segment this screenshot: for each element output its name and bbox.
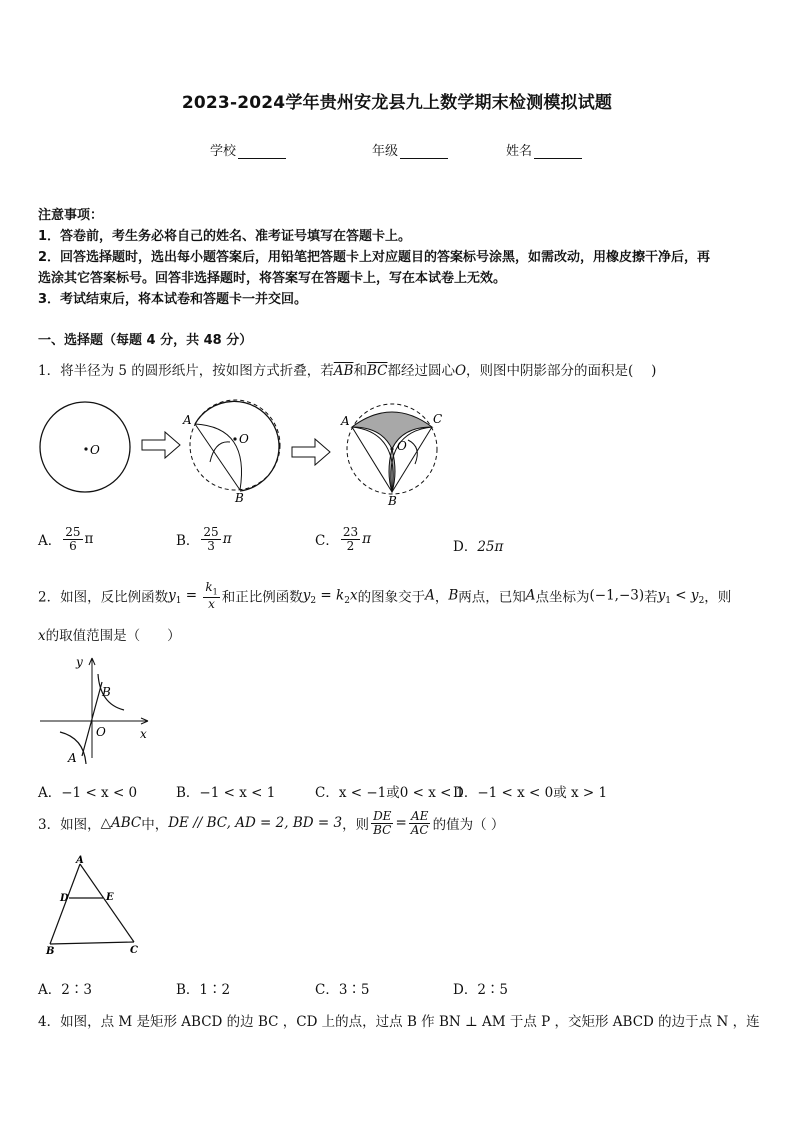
q1-option-c[interactable]: C． $\frac{23}{2}$ π: [315, 525, 371, 553]
notice-item-1: 1．答卷前，考生务必将自己的姓名、准考证号填写在答题卡上。: [38, 229, 412, 244]
label-a: A: [76, 855, 84, 866]
section-heading: 一、选择题（每题 4 分，共 48 分）: [38, 333, 253, 348]
label-a: A: [68, 751, 77, 765]
label-a-2: A: [183, 413, 192, 427]
label-o-3: O: [397, 439, 407, 453]
fold-arrow: [210, 442, 230, 462]
label-b-3: B: [388, 494, 397, 508]
grade-field[interactable]: [372, 140, 448, 159]
question-1-figure: [30, 392, 450, 510]
grade-label: 年级: [372, 144, 399, 159]
label-d: D: [60, 893, 69, 904]
label-o: O: [96, 725, 106, 739]
side-bc: [50, 942, 134, 944]
label-x: x: [140, 727, 147, 741]
arc-ab: $\overline{AB}$: [333, 363, 354, 379]
question-2-stem-line-2: x的取值范围是（ ）: [38, 628, 181, 644]
center-dot-3: [390, 447, 393, 450]
fold-arrow-3: [408, 440, 417, 464]
label-b: B: [102, 685, 111, 699]
q1-option-d[interactable]: D．25π: [453, 539, 504, 555]
notice-heading: 注意事项：: [38, 208, 104, 223]
fold-arc-2: [195, 401, 279, 491]
name-field[interactable]: [506, 140, 582, 159]
q1-option-b[interactable]: B． $\frac{25}{3}$ π: [176, 525, 232, 553]
q3-option-a[interactable]: A．2∶3: [38, 982, 92, 998]
notice-item-3: 3．考试结束后，将本试卷和答题卡一并交回。: [38, 292, 308, 307]
question-4-stem: 4．如图，点 M 是矩形 ABCD 的边 BC ，CD 上的点，过点 B 作 BN ⊥ AM 于点 P ，交矩形 ABCD 的边于点 N ，连: [38, 1014, 760, 1030]
chord-ab-2: [195, 424, 240, 490]
q2-option-d[interactable]: D．−1 < x < 0或 x > 1: [453, 785, 608, 801]
side-ac: [80, 864, 134, 942]
q3-option-c[interactable]: C．3∶5: [315, 982, 370, 998]
side-ab: [50, 864, 80, 944]
q3-option-d[interactable]: D．2∶5: [453, 982, 509, 998]
circle-1: [40, 402, 130, 492]
label-e: E: [106, 892, 114, 903]
school-label: 学校: [210, 144, 237, 159]
question-1-stem: 1．将半径为 5 的圆形纸片，按如图方式折叠，若$\overline{AB}$和$\overline{BC}$都经过圆心O，则图中阴影部分的面积是( ): [38, 363, 657, 379]
arrow-1: [142, 432, 180, 458]
q2-option-b[interactable]: B．−1 < x < 1: [176, 785, 276, 801]
notice-item-2-line-2: 选涂其它答案标号。回答非选择题时，将答案写在答题卡上，写在本试卷上无效。: [38, 271, 507, 286]
school-field[interactable]: [210, 140, 286, 159]
arrow-2: [292, 439, 330, 465]
question-3-stem: 3．如图，△ABC中，DE // BC, AD = 2, BD = 3，则 $\frac{DE}{BC}$ = $\frac{AE}{AC}$ 的值为（ ）: [38, 809, 505, 837]
school-blank[interactable]: [238, 146, 286, 159]
label-o-1: O: [90, 443, 100, 457]
label-c-3: C: [433, 412, 443, 426]
center-dot-1: [84, 447, 87, 450]
q1-option-a[interactable]: A． $\frac{25}{6}$ π: [38, 525, 94, 553]
shaded-top: [352, 412, 432, 449]
q2-option-a[interactable]: A．−1 < x < 0: [38, 785, 138, 801]
label-c: C: [130, 945, 138, 956]
label-b-2: B: [235, 491, 244, 505]
arc-bc: $\overline{BC}$: [366, 363, 388, 379]
notice-item-2-line-1: 2．回答选择题时，选出每小题答案后，用铅笔把答题卡上对应题目的答案标号涂黑，如需改动，用橡皮擦干净后，再: [38, 250, 711, 265]
grade-blank[interactable]: [400, 146, 448, 159]
q2-option-c[interactable]: C．x < −1或0 < x < 1: [315, 785, 465, 801]
page-title: 2023-2024学年贵州安龙县九上数学期末检测模拟试题: [181, 93, 613, 113]
label-a-3: A: [341, 414, 350, 428]
question-3-figure: [36, 854, 146, 958]
q3-option-b[interactable]: B．1∶2: [176, 982, 231, 998]
question-2-figure: [36, 652, 156, 767]
name-blank[interactable]: [534, 146, 582, 159]
label-b: B: [46, 946, 55, 957]
name-label: 姓名: [506, 144, 533, 159]
center-dot-2: [233, 437, 236, 440]
question-2-stem: 2．如图，反比例函数$y_1$ = $\frac{k_1}{x}$ 和正比例函数$y_2 = k_2x$的图象交于A，B两点，已知A点坐标为(−1,−3)若$y_1 < y_2$，则: [38, 580, 732, 611]
label-o-2: O: [239, 432, 249, 446]
label-y: y: [76, 655, 83, 669]
